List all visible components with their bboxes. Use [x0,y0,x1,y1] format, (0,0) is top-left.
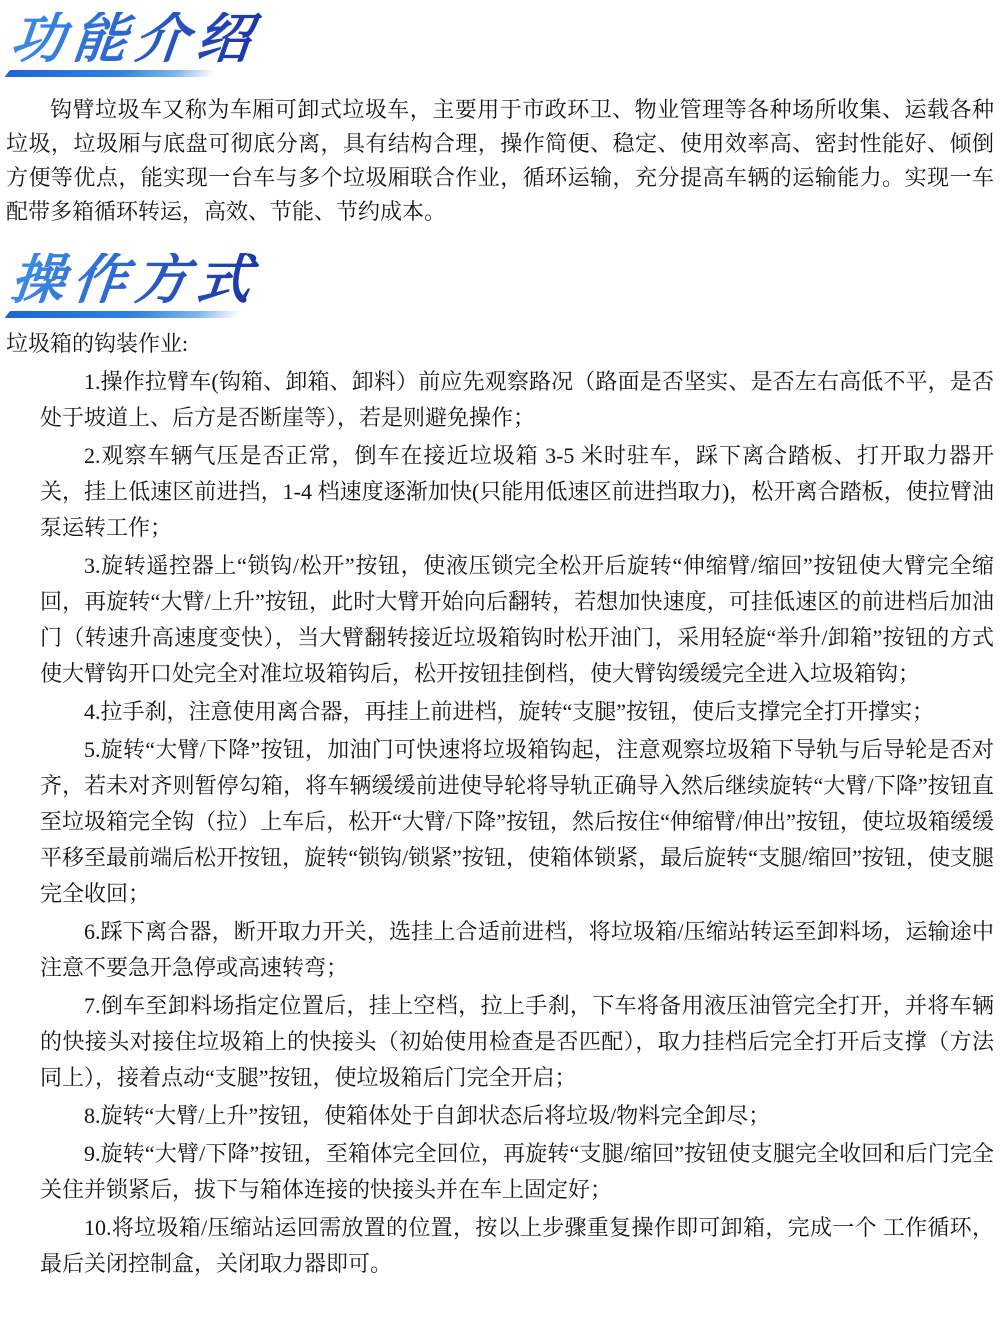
steps-list-intro: 垃圾箱的钩装作业: [6,331,189,357]
section-title-operation: 操作方式 [8,253,272,308]
step-4: 4.拉手刹，注意使用离合器，再挂上前进档，旋转“支腿”按钮，使后支撑完全打开撑实； [84,699,935,725]
step-6: 6.踩下离合器，断开取力开关，选挂上合适前进档，将垃圾箱/压缩站转运至卸料场，运输途中注意不要急开急停或高速转弯； [40,919,994,981]
section-title-features: 功能介绍 [8,12,272,67]
step-2: 2.观察车辆气压是否正常，倒车在接近垃圾箱 3-5 米时驻车，踩下离合踏板、打开取力器开关，挂上低速区前进挡，1-4 档速度逐渐加快(只能用低速区前进挡取力)，松开离合踏板，使拉臂油泵运转工作； [40,443,994,541]
title-underline-gradient [5,311,242,318]
section-header-operation [7,250,994,318]
section-header-features [7,9,994,77]
step-9: 9.旋转“大臂/下降”按钮，至箱体完全回位，再旋转“支腿/缩回”按钮使支腿完全收回和后门完全关住并锁紧后，拔下与箱体连接的快接头并在车上固定好； [40,1141,994,1203]
step-5: 5.旋转“大臂/下降”按钮，加油门可快速将垃圾箱钩起，注意观察垃圾箱下导轨与后导轮是否对齐，若未对齐则暂停勾箱，将车辆缓缓前进使导轮将导轨正确导入然后继续旋转“大臂/下降”按钮直至垃圾箱完全钩（拉）上车后，松开“大臂/下降”按钮，然后按住“伸缩臂/伸出”按钮，使垃圾箱缓缓平移至最前端后松开按钮，旋转“锁钩/锁紧”按钮，使箱体锁紧，最后旋转“支腿/缩回”按钮，使支腿完全收回； [40,737,994,907]
step-10: 10.将垃圾箱/压缩站运回需放置的位置，按以上步骤重复操作即可卸箱，完成一个 工作循环，最后关闭控制盒，关闭取力器即可。 [40,1215,994,1277]
step-1: 1.操作拉臂车(钩箱、卸箱、卸料）前应先观察路况（路面是否坚实、是否左右高低不平，是否处于坡道上、后方是否断崖等），若是则避免操作； [40,369,994,431]
title-underline-gradient [5,70,216,77]
features-paragraph: 钩臂垃圾车又称为车厢可卸式垃圾车，主要用于市政环卫、物业管理等各种场所收集、运载各种垃圾，垃圾厢与底盘可彻底分离，具有结构合理，操作简便、稳定、使用效率高、密封性能好、倾倒方便等优点，能实现一台车与多个垃圾厢联合作业，循环运输，充分提高车辆的运输能力。实现一车配带多箱循环转运，高效、节能、节约成本。 [6,97,994,225]
step-8: 8.旋转“大臂/上升”按钮，使箱体处于自卸状态后将垃圾/物料完全卸尽； [84,1103,771,1129]
step-7: 7.倒车至卸料场指定位置后，挂上空档，拉上手刹，下车将备用液压油管完全打开，并将车辆的快接头对接住垃圾箱上的快接头（初始使用检查是否匹配），取力挂档后完全打开后支撑（方法同上），接着点动“支腿”按钮，使垃圾箱后门完全开启； [40,993,994,1091]
step-3: 3.旋转遥控器上“锁钩/松开”按钮，使液压锁完全松开后旋转“伸缩臂/缩回”按钮使大臂完全缩回，再旋转“大臂/上升”按钮，此时大臂开始向后翻转，若想加快速度，可挂低速区的前进档后加油门（转速升高速度变快），当大臂翻转接近垃圾箱钩时松开油门，采用轻旋“举升/卸箱”按钮的方式使大臂钩开口处完全对准垃圾箱钩后，松开按钮挂倒档，使大臂钩缓缓完全进入垃圾箱钩； [40,553,994,687]
